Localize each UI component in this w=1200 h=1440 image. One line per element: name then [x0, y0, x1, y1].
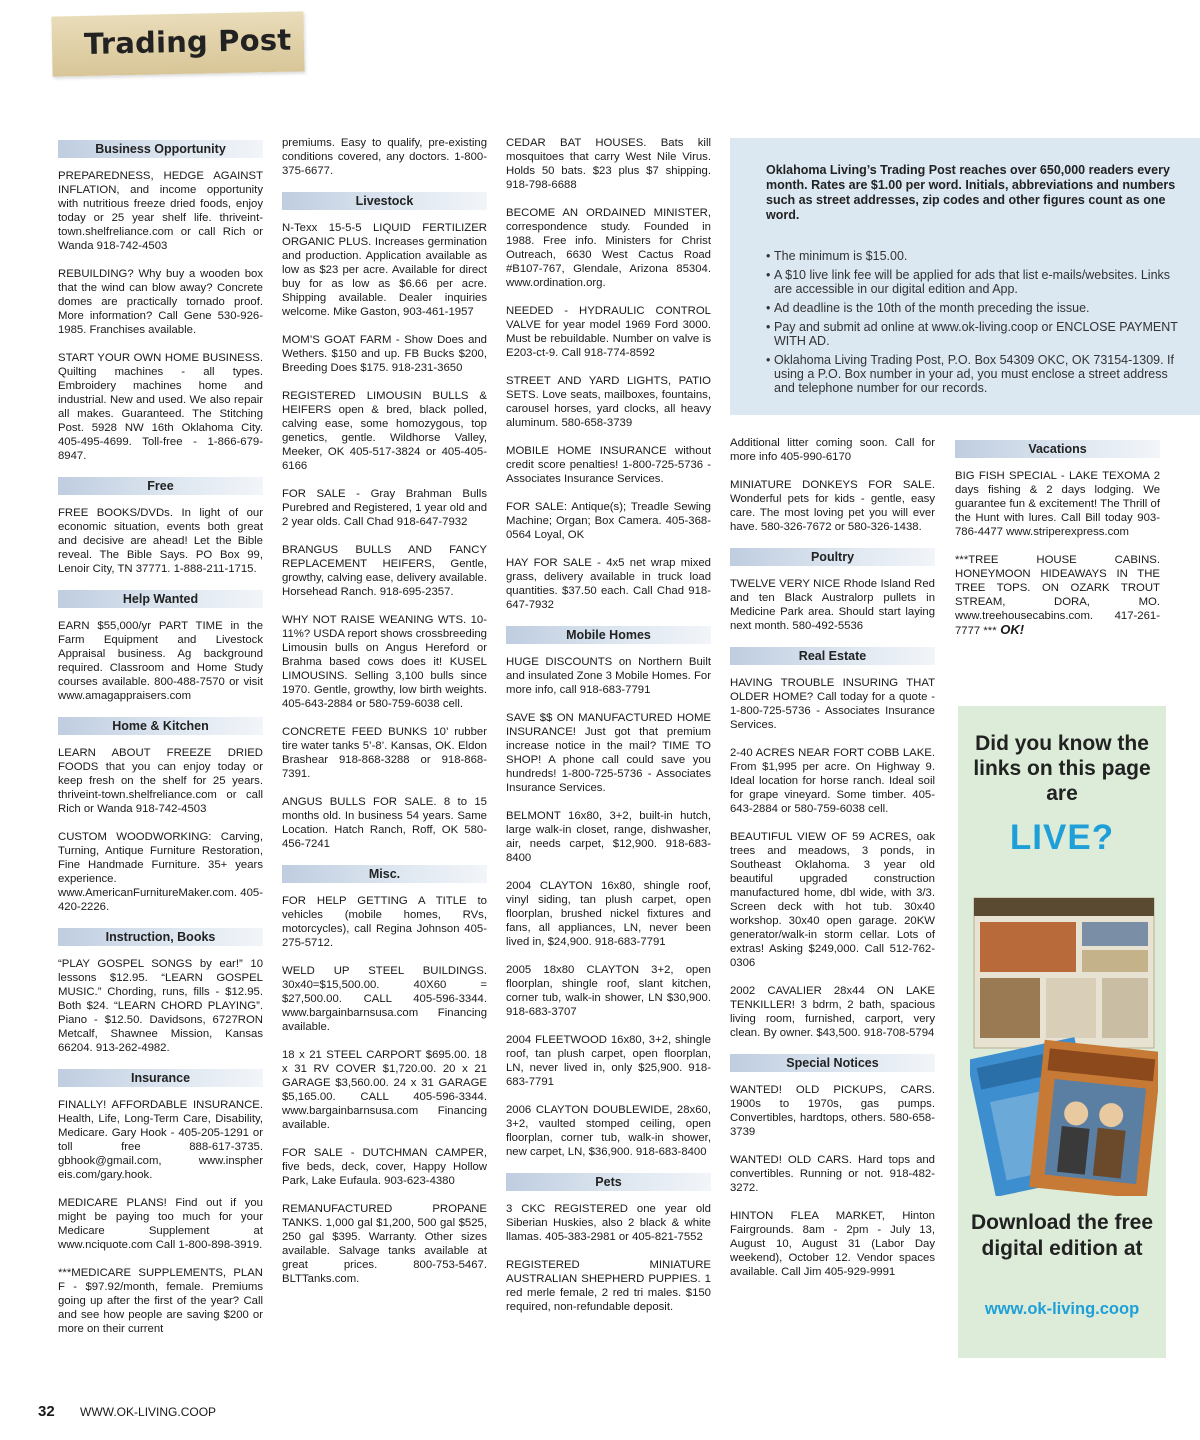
classified-ad: BELMONT 16x80, 3+2, built-in hutch, large walk-in closet, range, dishwasher, air, needs carpet, $12,900. 918-683-8400: [506, 810, 711, 864]
classified-ad: HAY FOR SALE - 4x5 net wrap mixed grass, delivery available in truck load quantities. $37.50 each. Call Chad 918-647-7932: [506, 557, 711, 611]
section-heading: Business Opportunity: [58, 140, 263, 158]
classified-ad: BECOME AN ORDAINED MINISTER, correspondence study. Founded in 1988. Free info. Ministers for Christ Outreach, 6630 West Cactus Road #B107-767, Glendale, Arizona 85304. www.ordination.org.: [506, 207, 711, 289]
classified-ad: BRANGUS BULLS AND FANCY REPLACEMENT HEIFERS, Gentle, growthy, calving ease, delivery available. Horsehead Ranch. 918-695-2357.: [282, 544, 487, 598]
classified-ad: REGISTERED MINIATURE AUSTRALIAN SHEPHERD PUPPIES. 1 red merle female, 2 red tri males. $150 required, non-refundable deposit.: [506, 1259, 711, 1313]
page-footer: [38, 1403, 216, 1420]
column-1: [58, 136, 263, 1350]
classified-ad: MOM’S GOAT FARM - Show Does and Wethers. $150 and up. FB Bucks $200, Breeding Does $175. 918-231-3650: [282, 334, 487, 374]
classified-ad: MINIATURE DONKEYS FOR SALE. Wonderful pets for kids - gentle, easy care. The most loving pet you will ever have. 580-326-7672 or 580-326-1438.: [730, 479, 935, 533]
rates-item: • Oklahoma Living Trading Post, P.O. Box 54309 OKC, OK 73154-1309. If using a P.O. Box number in your ad, you must enclose a street address and telephone number for our records.: [766, 353, 1186, 395]
section-heading: Vacations: [955, 440, 1160, 458]
promo-download-text: Download the free digital edition at: [970, 1211, 1154, 1260]
classified-ad: 18 x 21 STEEL CARPORT $695.00. 18 x 31 RV COVER $1,720.00. 20 x 21 GARAGE $3,560.00. 24 x 31 GARAGE $5,165.00. CALL 405-596-3344. www.bargainbarnsusa.com Financing available.: [282, 1049, 487, 1131]
classified-ad: CEDAR BAT HOUSES. Bats kill mosquitoes that carry West Nile Virus. Holds 50 bats. $23 plus $7 shipping. 918-798-6688: [506, 137, 711, 191]
page-title: Trading Post: [83, 22, 292, 61]
classified-ad: premiums. Easy to qualify, pre-existing conditions covered, any doctors. 1-800-375-6677.: [282, 137, 487, 177]
column-4: [730, 436, 935, 1293]
classified-ad: START YOUR OWN HOME BUSINESS. Quilting machines - all types. Embroidery machines home and industrial. New and used. We also repair all makes. Guaranteed. The Stitching Post. 5928 NW 16th Oklahoma City. 405-495-4699. Toll-free - 1-866-679-8947.: [58, 352, 263, 462]
section-heading: Livestock: [282, 192, 487, 210]
section-heading: Poultry: [730, 548, 935, 566]
classified-ad: MOBILE HOME INSURANCE without credit score penalties! 1-800-725-5736 - Associates Insurance Services.: [506, 445, 711, 485]
classified-ad: CONCRETE FEED BUNKS 10’ rubber tire water tanks 5’-8’. Kansas, OK. Eldon Brashear 918-868-3288 or 918-868-7391.: [282, 726, 487, 780]
classified-ad: Additional litter coming soon. Call for more info 405-990-6170: [730, 437, 935, 463]
promo-url-link[interactable]: www.ok-living.coop: [984, 1300, 1140, 1318]
classified-ad: FOR SALE: Antique(s); Treadle Sewing Machine; Organ; Box Camera. 405-368-0564 Loyal, OK: [506, 501, 711, 541]
rates-heading: Oklahoma Living’s Trading Post reaches over 650,000 readers every month. Rates are $1.00 per word. Initials, abbreviations and numbers such as street addresses, zip codes and other figures count as one word.: [766, 163, 1176, 222]
section-heading: Special Notices: [730, 1054, 935, 1072]
classified-ad: FINALLY! AFFORDABLE INSURANCE. Health, Life, Long-Term Care, Disability, Medicare. Gary Hook - 405-205-1291 or toll free 888-617-3735. gbhook@gmail.com, www.inspher eis.com/gary.hook.: [58, 1099, 263, 1181]
column-2: [282, 136, 487, 1300]
classified-ad: STREET AND YARD LIGHTS, PATIO SETS. Love seats, mailboxes, fountains, carousel horses, yard clocks, all heavy aluminum. 580-658-3739: [506, 375, 711, 429]
classified-ad: SAVE $$ ON MANUFACTURED HOME INSURANCE! Just got that premium increase notice in the mail? TIME TO SHOP! A phone call could save you hundreds! 1-800-725-5736 - Associates Insurance Services.: [506, 712, 711, 794]
classified-ad: WANTED! OLD CARS. Hard tops and convertibles. Running or not. 918-482-3272.: [730, 1154, 935, 1194]
section-heading: Instruction, Books: [58, 928, 263, 946]
rates-list: [766, 249, 1186, 400]
classified-ad: FOR SALE - Gray Brahman Bulls Purebred and Registered, 1 year old and 2 year olds. Call Chad 918-647-7932: [282, 488, 487, 528]
classified-ad: 3 CKC REGISTERED one year old Siberian Huskies, also 2 black & white llamas. 405-383-2981 or 405-821-7552: [506, 1203, 711, 1243]
classified-ad: WHY NOT RAISE WEANING WTS. 10-11%? USDA report shows crossbreeding Limousin bulls on Angus Hereford or Brahma based cows does it! KUSEL LIMOUSINS. Selling 3,100 bulls since 1970. Gentle, growthy, low birth weights. 405-643-2884 or 580-759-6038 cell.: [282, 614, 487, 710]
classified-ad: 2005 18x80 CLAYTON 3+2, open floorplan, shingle roof, slant kitchen, corner tub, walk-in shower, LN $30,900. 918-683-3707: [506, 964, 711, 1018]
classified-ad: CUSTOM WOODWORKING: Carving, Turning, Antique Furniture Restoration, Fine Handmade Furniture. 35+ years experience. www.AmericanFurnitureMaker.com. 405-420-2226.: [58, 831, 263, 913]
classified-ad: 2002 CAVALIER 28x44 ON LAKE TENKILLER! 3 bdrm, 2 bath, spacious living room, furnished, carport, very clean. By owner. $43,500. 918-708-5794: [730, 985, 935, 1039]
classified-ad: REMANUFACTURED PROPANE TANKS. 1,000 gal $1,200, 500 gal $525, 250 gal $395. Warranty. Other sizes available. Salvage tanks available at great prices. 800-753-5467. BLTTanks.com.: [282, 1203, 487, 1285]
classified-ad: ANGUS BULLS FOR SALE. 8 to 15 months old. In business 54 years. Same Location. Hatch Ranch, Roff, OK 580-456-7241: [282, 796, 487, 850]
promo-live: LIVE?: [1009, 818, 1115, 857]
section-heading: Real Estate: [730, 647, 935, 665]
ok-logo-mark: OK!: [996, 622, 1025, 637]
section-heading: Mobile Homes: [506, 626, 711, 644]
classified-ad: NEEDED - HYDRAULIC CONTROL VALVE for year model 1969 Ford 3000. Must be rebuildable. Number on valve is E203-ct-9. Call 918-774-8592: [506, 305, 711, 359]
classified-ad: REGISTERED LIMOUSIN BULLS & HEIFERS open & bred, black polled, calving ease, some homozygous, top genetics, gentle. Wildhorse Valley, Meeker, OK 405-517-3824 or 405-405-6166: [282, 390, 487, 472]
section-heading: Pets: [506, 1173, 711, 1191]
classified-ad: WANTED! OLD PICKUPS, CARS. 1900s to 1970s, gas pumps. Convertibles, hardtops, others. 580-658-3739: [730, 1084, 935, 1138]
magazine-covers-image: [970, 896, 1158, 1196]
classified-ad: 2004 FLEETWOOD 16x80, 3+2, shingle roof, tan plush carpet, open floorplan, LN, never lived in, only $25,900. 918-683-7791: [506, 1034, 711, 1088]
classified-ad: N-Texx 15-5-5 LIQUID FERTILIZER ORGANIC PLUS. Increases germination and production. Application available as low as $23 per acre. Available for direct buy for as low as $6.66 per acre. Shipping available. Dealer inquiries welcome. Mike Gaston, 903-461-1957: [282, 222, 487, 318]
classified-ad: PREPAREDNESS, HEDGE AGAINST INFLATION, and income opportunity with nutritious freeze dried foods, enjoy today or 25 year shelf life. thriveint-town.shelfreliance.com or call Rich or Wanda 918-742-4503: [58, 170, 263, 252]
footer-site: WWW.OK-LIVING.COOP: [80, 1405, 217, 1419]
rates-item: • Pay and submit ad online at www.ok-living.coop or ENCLOSE PAYMENT WITH AD.: [766, 320, 1186, 348]
section-heading: Help Wanted: [58, 590, 263, 608]
classified-ad: TWELVE VERY NICE Rhode Island Red and ten Black Australorp pullets in Medicine Park area. Should start laying next month. 580-492-5536: [730, 578, 935, 632]
classified-ad: MEDICARE PLANS! Find out if you might be paying too much for your Medicare Supplement at www.nciquote.com Call 1-800-898-3919.: [58, 1197, 263, 1251]
classified-ad: BIG FISH SPECIAL - LAKE TEXOMA 2 days fishing & 2 days lodging. We guarantee fun & excitement! The Thrill of the Hunt with lures. Call Bill today 903-786-4477 www.striperexpress.com: [955, 470, 1160, 538]
classified-ad: EARN $55,000/yr PART TIME in the Farm Equipment and Livestock Appraisal business. Ag background required. Classroom and Home Study courses available. 800-488-7570 or visit www.amagappraisers.com: [58, 620, 263, 702]
classified-ad: “PLAY GOSPEL SONGS by ear!” 10 lessons $12.95. “LEARN GOSPEL MUSIC.” Chording, runs, fills - $12.95. Both $24. “LEARN CHORD PLAYING”. Piano - $12.50. Davidsons, 6727RON Metcalf, Shawnee Mission, Kansas 66204. 913-262-4982.: [58, 958, 263, 1054]
classified-ad: REBUILDING? Why buy a wooden box that the wind can blow away? Concrete domes are practically tornado proof. More information? Call Gene 530-926-1985. Franchises available.: [58, 268, 263, 336]
classified-ad: HAVING TROUBLE INSURING THAT OLDER HOME? Call today for a quote - 1-800-725-5736 - Associates Insurance Services.: [730, 677, 935, 731]
rates-item: • A $10 live link fee will be applied for ads that list e-mails/websites. Links are accessible in our digital edition and App.: [766, 268, 1186, 296]
title-tag: [51, 11, 304, 76]
classified-ad: 2004 CLAYTON 16x80, shingle roof, vinyl siding, tan plush carpet, open floorplan, brushed nickel fixtures and fans, all appliances, LN, never been lived in, $24,900. 918-683-7791: [506, 880, 711, 948]
classified-ad: ***MEDICARE SUPPLEMENTS, PLAN F - $97.92/month, female. Premiums going up after the first of the year? Call and see how people are saving $200 or more on their current: [58, 1267, 263, 1335]
column-3: [506, 136, 711, 1328]
promo-question: Did you know the links on this page are: [973, 732, 1151, 805]
digital-edition-promo: [958, 706, 1166, 1358]
classified-ad: HUGE DISCOUNTS on Northern Built and insulated Zone 3 Mobile Homes. For more info, call 918-683-7791: [506, 656, 711, 696]
rates-item: • Ad deadline is the 10th of the month preceding the issue.: [766, 301, 1186, 315]
page-number: 32: [38, 1403, 55, 1420]
section-heading: Free: [58, 477, 263, 495]
classified-ad: ***TREE HOUSE CABINS. HONEYMOON HIDEAWAYS IN THE TREE TOPS. ON OZARK TROUT STREAM, DORA, MO. www.treehousecabins.com. 417-261-7777 *** OK!: [955, 554, 1160, 637]
rates-item: • The minimum is $15.00.: [766, 249, 1186, 263]
section-heading: Misc.: [282, 865, 487, 883]
section-heading: Insurance: [58, 1069, 263, 1087]
classified-ad: 2006 CLAYTON DOUBLEWIDE, 28x60, 3+2, vaulted stomped ceiling, open floorplan, corner tub, walk-in shower, new carpet, LN, $36,900. 918-683-8400: [506, 1104, 711, 1158]
classified-ad: HINTON FLEA MARKET, Hinton Fairgrounds. 8am - 2pm - July 13, August 10, August 31 (Labor Day weekend), October 12. Vendor spaces available. Call Jim 405-929-9991: [730, 1210, 935, 1278]
classified-ad: FOR SALE - DUTCHMAN CAMPER, five beds, deck, cover, Happy Hollow Park, Lake Eufaula. 903-623-4380: [282, 1147, 487, 1187]
classified-ad: BEAUTIFUL VIEW OF 59 ACRES, oak trees and meadows, 3 ponds, in Southeast Oklahoma. 3 year old beautiful upgraded construction manufactured home, dbl wide, with 3/3. Screen deck with hot tub. 30x40 workshop. 30x40 open garage. 20KW generator/walk-in storm cellar. Lots of extras! Asking $249,000. Call 512-762-0306: [730, 831, 935, 969]
classified-ad: WELD UP STEEL BUILDINGS. 30x40=$15,500.00. 40X60 = $27,500.00. CALL 405-596-3344. www.bargainbarnsusa.com Financing available.: [282, 965, 487, 1033]
column-5: [955, 436, 1160, 652]
classified-ad: 2-40 ACRES NEAR FORT COBB LAKE. From $1,995 per acre. On Highway 9. Ideal location for horse ranch. Ideal soil for grape vineyard. Some timber. 405-643-2884 or 580-759-6038 cell.: [730, 747, 935, 815]
section-heading: Home & Kitchen: [58, 717, 263, 735]
classified-ad: FOR HELP GETTING A TITLE to vehicles (mobile homes, RVs, motorcycles), call Regina Johnson 405-275-5712.: [282, 895, 487, 949]
classified-ad: FREE BOOKS/DVDs. In light of our economic situation, events both great and decisive are ahead! Let the Bible reveal. The Bible Says. PO Box 99, Lenoir City, TN 37771. 1-888-211-1715.: [58, 507, 263, 575]
rates-info-box: [730, 138, 1200, 415]
classified-ad: LEARN ABOUT FREEZE DRIED FOODS that you can enjoy today or keep fresh on the shelf for 25 years. thriveint-town.shelfreliance.com or call Rich or Wanda 918-742-4503: [58, 747, 263, 815]
